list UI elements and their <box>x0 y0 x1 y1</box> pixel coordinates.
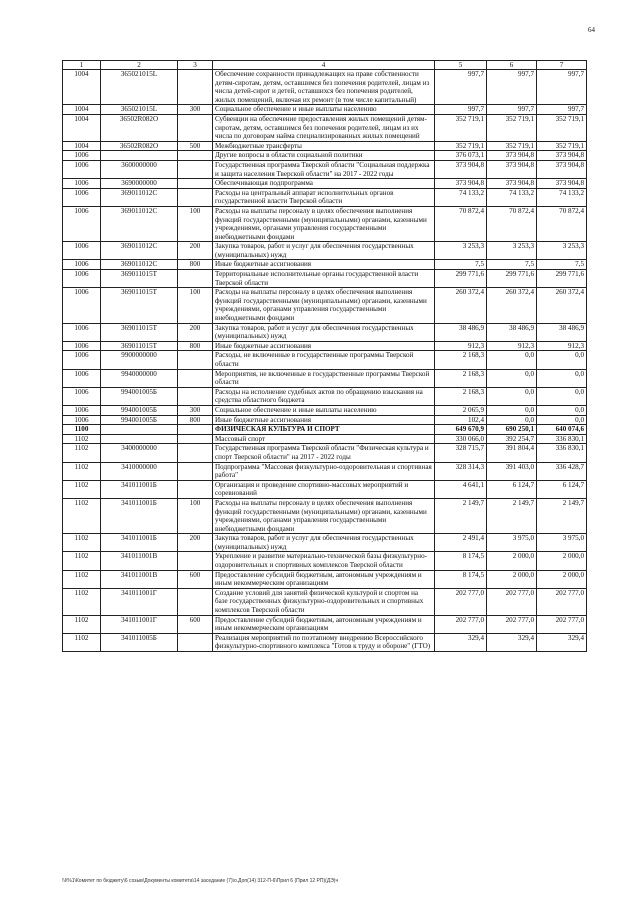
section-code-cell: 1102 <box>63 615 101 633</box>
target-code-cell: 36502R082O <box>101 141 178 151</box>
description-cell: Территориальные исполнительные органы государственной власти Тверской области <box>213 270 435 288</box>
table-row <box>63 369 587 387</box>
amount-year2-cell: 0,0 <box>487 405 537 415</box>
amount-year1-cell: 38 486,9 <box>435 323 487 341</box>
section-code-cell: 1006 <box>63 160 101 178</box>
target-code-cell: 369011012С <box>101 260 178 270</box>
amount-year1-cell: 328 314,3 <box>435 462 487 480</box>
target-code-cell: 341011001Б <box>101 498 178 533</box>
page-number: 64 <box>588 26 595 34</box>
section-code-cell: 1102 <box>63 462 101 480</box>
amount-year3-cell: 0,0 <box>537 369 587 387</box>
section-code-cell: 1102 <box>63 552 101 570</box>
section-code-cell: 1102 <box>63 588 101 615</box>
description-cell: Организация и проведение спортивно-массовых мероприятий и соревнований <box>213 480 435 498</box>
amount-year1-cell: 260 372,4 <box>435 288 487 323</box>
amount-year1-cell: 2 168,3 <box>435 387 487 405</box>
description-cell: Иные бюджетные ассигнования <box>213 341 435 351</box>
description-cell: Обеспечивающая подпрограмма <box>213 179 435 189</box>
table-row <box>63 341 587 351</box>
table-row <box>63 188 587 206</box>
amount-year2-cell: 202 777,0 <box>487 615 537 633</box>
description-cell: Закупка товаров, работ и услуг для обеспечения государственных (муниципальных) нужд <box>213 534 435 552</box>
expense-type-cell <box>178 160 213 178</box>
expense-type-cell: 100 <box>178 206 213 241</box>
amount-year2-cell: 3 253,3 <box>487 242 537 260</box>
table-row <box>63 323 587 341</box>
expense-type-cell <box>178 179 213 189</box>
section-code-cell: 1102 <box>63 534 101 552</box>
target-code-cell: 369011015Т <box>101 341 178 351</box>
amount-year2-cell: 3 975,0 <box>487 534 537 552</box>
target-code-cell: 3410000000 <box>101 462 178 480</box>
amount-year1-cell: 912,3 <box>435 341 487 351</box>
amount-year2-cell: 352 719,1 <box>487 114 537 141</box>
amount-year3-cell: 7,5 <box>537 260 587 270</box>
expense-type-cell: 300 <box>178 105 213 115</box>
amount-year3-cell: 2 149,7 <box>537 498 587 533</box>
expense-type-cell <box>178 151 213 161</box>
amount-year1-cell: 997,7 <box>435 105 487 115</box>
table-row <box>63 151 587 161</box>
section-code-cell: 1102 <box>63 570 101 588</box>
amount-year3-cell: 3 975,0 <box>537 534 587 552</box>
file-path-footer: \\l\%1\Комитет по бюджету\6 созыв\Документы комитета\14 заседание (7)\о.Доп(14) 312-П-6\Прил 6 (Прил 12 РП)(ДЭ)ч <box>62 878 339 884</box>
description-cell: Предоставление субсидий бюджетным, автономным учреждениям и иным некоммерческим организациям <box>213 570 435 588</box>
header-row <box>63 61 587 70</box>
table-row <box>63 405 587 415</box>
amount-year1-cell: 3 253,3 <box>435 242 487 260</box>
amount-year2-cell: 74 133,2 <box>487 188 537 206</box>
amount-year3-cell: 70 872,4 <box>537 206 587 241</box>
amount-year3-cell: 74 133,2 <box>537 188 587 206</box>
target-code-cell: 341011005Б <box>101 633 178 651</box>
amount-year1-cell: 70 872,4 <box>435 206 487 241</box>
amount-year1-cell: 997,7 <box>435 70 487 105</box>
table-row <box>63 534 587 552</box>
expense-type-cell <box>178 552 213 570</box>
expense-type-cell <box>178 633 213 651</box>
amount-year3-cell: 202 777,0 <box>537 615 587 633</box>
target-code-cell: 369011015Т <box>101 323 178 341</box>
amount-year1-cell: 2 065,9 <box>435 405 487 415</box>
amount-year1-cell: 4 641,1 <box>435 480 487 498</box>
target-code-cell: 369011015Т <box>101 270 178 288</box>
amount-year1-cell: 373 904,8 <box>435 179 487 189</box>
amount-year3-cell: 6 124,7 <box>537 480 587 498</box>
amount-year2-cell: 912,3 <box>487 341 537 351</box>
amount-year3-cell: 912,3 <box>537 341 587 351</box>
amount-year3-cell: 38 486,9 <box>537 323 587 341</box>
expense-type-cell: 200 <box>178 242 213 260</box>
expense-type-cell: 500 <box>178 141 213 151</box>
amount-year3-cell: 0,0 <box>537 405 587 415</box>
section-code-cell: 1100 <box>63 425 101 435</box>
table-row <box>63 105 587 115</box>
amount-year1-cell: 202 777,0 <box>435 588 487 615</box>
target-code-cell: 369011012С <box>101 206 178 241</box>
amount-year2-cell: 7,5 <box>487 260 537 270</box>
amount-year3-cell: 202 777,0 <box>537 588 587 615</box>
section-code-cell: 1004 <box>63 70 101 105</box>
amount-year3-cell: 336 428,7 <box>537 462 587 480</box>
description-cell: Мероприятия, не включенные в государственные программы Тверской области <box>213 369 435 387</box>
amount-year2-cell: 391 804,4 <box>487 444 537 462</box>
amount-year3-cell: 0,0 <box>537 351 587 369</box>
table-row <box>63 480 587 498</box>
description-cell: Обеспечение сохранности принадлежащих на праве собственности детям-сиротам, детям, оставшимся без попечения родителей, лицам из числа детей-сирот и детей, оставшихся без попечения родителей, жилых помещений, включая их ремонт (в том числе капитальный) <box>213 70 435 105</box>
table-row <box>63 570 587 588</box>
expense-type-cell <box>178 351 213 369</box>
amount-year2-cell: 38 486,9 <box>487 323 537 341</box>
expense-type-cell <box>178 462 213 480</box>
description-cell: Подпрограмма "Массовая физкультурно-оздоровительная и спортивная работа" <box>213 462 435 480</box>
section-code-cell: 1006 <box>63 369 101 387</box>
table-row <box>63 206 587 241</box>
expense-type-cell: 200 <box>178 534 213 552</box>
amount-year2-cell: 299 771,6 <box>487 270 537 288</box>
amount-year1-cell: 202 777,0 <box>435 615 487 633</box>
budget-table <box>62 60 587 652</box>
amount-year1-cell: 330 066,0 <box>435 434 487 444</box>
description-cell: Государственная программа Тверской области "Физическая культура и спорт Тверской области" на 2017 - 2022 годы <box>213 444 435 462</box>
table-row <box>63 179 587 189</box>
section-code-cell: 1102 <box>63 434 101 444</box>
target-code-cell <box>101 434 178 444</box>
table-row <box>63 415 587 425</box>
amount-year2-cell: 997,7 <box>487 105 537 115</box>
amount-year1-cell: 102,4 <box>435 415 487 425</box>
amount-year1-cell: 299 771,6 <box>435 270 487 288</box>
table-row <box>63 141 587 151</box>
expense-type-cell <box>178 387 213 405</box>
description-cell: Предоставление субсидий бюджетным, автономным учреждениям и иным некоммерческим организациям <box>213 615 435 633</box>
description-cell: Социальное обеспечение и иные выплаты населению <box>213 105 435 115</box>
expense-type-cell <box>178 369 213 387</box>
amount-year2-cell: 329,4 <box>487 633 537 651</box>
amount-year3-cell: 352 719,1 <box>537 114 587 141</box>
section-code-cell: 1006 <box>63 179 101 189</box>
table-row <box>63 498 587 533</box>
expense-type-cell: 100 <box>178 498 213 533</box>
col-header: 1 <box>63 61 101 70</box>
amount-year2-cell: 391 403,0 <box>487 462 537 480</box>
expense-type-cell: 200 <box>178 323 213 341</box>
target-code-cell: 341011001Г <box>101 588 178 615</box>
target-code-cell: 9900000000 <box>101 351 178 369</box>
amount-year3-cell: 640 074,6 <box>537 425 587 435</box>
amount-year1-cell: 7,5 <box>435 260 487 270</box>
amount-year2-cell: 997,7 <box>487 70 537 105</box>
col-header: 5 <box>435 61 487 70</box>
description-cell: Закупка товаров, работ и услуг для обеспечения государственных (муниципальных) нужд <box>213 323 435 341</box>
expense-type-cell: 800 <box>178 415 213 425</box>
table-row <box>63 387 587 405</box>
section-code-cell: 1006 <box>63 405 101 415</box>
table-row <box>63 260 587 270</box>
target-code-cell: 341011001Г <box>101 615 178 633</box>
description-cell: Государственная программа Тверской области "Социальная поддержка и защита населения Тверской области" на 2017 - 2022 годы <box>213 160 435 178</box>
table-row <box>63 288 587 323</box>
amount-year1-cell: 376 073,1 <box>435 151 487 161</box>
amount-year2-cell: 392 254,7 <box>487 434 537 444</box>
amount-year3-cell: 299 771,6 <box>537 270 587 288</box>
section-code-cell: 1006 <box>63 188 101 206</box>
amount-year3-cell: 336 830,1 <box>537 444 587 462</box>
target-code-cell: 365021015L <box>101 105 178 115</box>
amount-year3-cell: 2 000,0 <box>537 552 587 570</box>
amount-year3-cell: 373 904,8 <box>537 179 587 189</box>
description-cell: Расходы на выплаты персоналу в целях обеспечения выполнения функций государственными (муниципальными) органами, казенными учреждениями, органами управления государственными внебюджетными фондами <box>213 498 435 533</box>
col-header: 6 <box>487 61 537 70</box>
amount-year2-cell: 373 904,8 <box>487 179 537 189</box>
table-row <box>63 351 587 369</box>
target-code-cell: 994001005Б <box>101 387 178 405</box>
col-header: 4 <box>213 61 435 70</box>
section-code-cell: 1006 <box>63 323 101 341</box>
table-row <box>63 444 587 462</box>
description-cell: Массовый спорт <box>213 434 435 444</box>
amount-year2-cell: 0,0 <box>487 387 537 405</box>
description-cell: Расходы на исполнение судебных актов по обращению взыскания на средства областного бюджета <box>213 387 435 405</box>
table-row <box>63 633 587 651</box>
section-code-cell: 1006 <box>63 242 101 260</box>
description-cell: Иные бюджетные ассигнования <box>213 415 435 425</box>
expense-type-cell: 100 <box>178 288 213 323</box>
amount-year2-cell: 0,0 <box>487 351 537 369</box>
table-row <box>63 615 587 633</box>
section-code-cell: 1006 <box>63 151 101 161</box>
amount-year2-cell: 352 719,1 <box>487 141 537 151</box>
amount-year3-cell: 336 830,1 <box>537 434 587 444</box>
table-row <box>63 588 587 615</box>
amount-year2-cell: 2 000,0 <box>487 552 537 570</box>
section-code-cell: 1006 <box>63 415 101 425</box>
expense-type-cell: 800 <box>178 341 213 351</box>
expense-type-cell <box>178 444 213 462</box>
table-row <box>63 70 587 105</box>
expense-type-cell: 300 <box>178 405 213 415</box>
table-row <box>63 242 587 260</box>
table-row <box>63 434 587 444</box>
target-code-cell: 341011001Б <box>101 534 178 552</box>
amount-year3-cell: 997,7 <box>537 105 587 115</box>
amount-year2-cell: 690 250,1 <box>487 425 537 435</box>
target-code-cell: 3400000000 <box>101 444 178 462</box>
expense-type-cell: 600 <box>178 570 213 588</box>
description-cell: Расходы, не включенные в государственные программы Тверской области <box>213 351 435 369</box>
table-row <box>63 552 587 570</box>
amount-year1-cell: 8 174,5 <box>435 552 487 570</box>
section-code-cell: 1102 <box>63 633 101 651</box>
table-row <box>63 462 587 480</box>
section-code-cell: 1006 <box>63 341 101 351</box>
target-code-cell: 341011001В <box>101 570 178 588</box>
target-code-cell: 341011001В <box>101 552 178 570</box>
expense-type-cell <box>178 588 213 615</box>
table-row <box>63 160 587 178</box>
amount-year2-cell: 202 777,0 <box>487 588 537 615</box>
amount-year2-cell: 0,0 <box>487 415 537 425</box>
target-code-cell: 9940000000 <box>101 369 178 387</box>
amount-year2-cell: 2 000,0 <box>487 570 537 588</box>
section-code-cell: 1102 <box>63 498 101 533</box>
amount-year3-cell: 3 253,3 <box>537 242 587 260</box>
section-code-cell: 1006 <box>63 270 101 288</box>
target-code-cell: 365021015L <box>101 70 178 105</box>
description-cell: Социальное обеспечение и иные выплаты населению <box>213 405 435 415</box>
description-cell: Реализация мероприятий по поэтапному внедрению Всероссийского физкультурно-спортивного комплекса "Готов к труду и обороне" (ГТО) <box>213 633 435 651</box>
amount-year2-cell: 6 124,7 <box>487 480 537 498</box>
section-code-cell: 1006 <box>63 351 101 369</box>
section-code-cell: 1004 <box>63 105 101 115</box>
amount-year1-cell: 74 133,2 <box>435 188 487 206</box>
target-code-cell: 3600000000 <box>101 160 178 178</box>
description-cell: Укрепление и развитие материально-технической базы физкультурно-оздоровительных и спортивных комплексов Тверской области <box>213 552 435 570</box>
target-code-cell: 369011012С <box>101 188 178 206</box>
target-code-cell <box>101 151 178 161</box>
amount-year2-cell: 0,0 <box>487 369 537 387</box>
col-header: 3 <box>178 61 213 70</box>
amount-year3-cell: 373 904,8 <box>537 151 587 161</box>
amount-year2-cell: 70 872,4 <box>487 206 537 241</box>
table-row <box>63 270 587 288</box>
amount-year1-cell: 352 719,1 <box>435 141 487 151</box>
col-header: 2 <box>101 61 178 70</box>
amount-year1-cell: 2 168,3 <box>435 369 487 387</box>
section-code-cell: 1006 <box>63 288 101 323</box>
description-cell: Другие вопросы в области социальной политики <box>213 151 435 161</box>
amount-year3-cell: 352 719,1 <box>537 141 587 151</box>
amount-year2-cell: 260 372,4 <box>487 288 537 323</box>
amount-year3-cell: 0,0 <box>537 415 587 425</box>
amount-year1-cell: 2 168,3 <box>435 351 487 369</box>
expense-type-cell <box>178 114 213 141</box>
description-cell: Субвенции на обеспечение предоставления жилых помещений детям-сиротам, детям, оставшимся без попечения родителей, лицам из их числа по договорам найма специализированных жилых помещений <box>213 114 435 141</box>
amount-year1-cell: 2 491,4 <box>435 534 487 552</box>
amount-year1-cell: 649 670,9 <box>435 425 487 435</box>
expense-type-cell <box>178 480 213 498</box>
section-code-cell: 1004 <box>63 141 101 151</box>
section-code-cell: 1006 <box>63 206 101 241</box>
amount-year3-cell: 997,7 <box>537 70 587 105</box>
amount-year3-cell: 373 904,8 <box>537 160 587 178</box>
amount-year3-cell: 329,4 <box>537 633 587 651</box>
table-row <box>63 114 587 141</box>
target-code-cell: 994001005Б <box>101 405 178 415</box>
description-cell: Расходы на центральный аппарат исполнительных органов государственной власти Тверской области <box>213 188 435 206</box>
amount-year1-cell: 8 174,5 <box>435 570 487 588</box>
expense-type-cell <box>178 188 213 206</box>
description-cell: ФИЗИЧЕСКАЯ КУЛЬТУРА И СПОРТ <box>213 425 435 435</box>
section-code-cell: 1006 <box>63 260 101 270</box>
target-code-cell: 36502R082O <box>101 114 178 141</box>
amount-year2-cell: 2 149,7 <box>487 498 537 533</box>
section-code-cell: 1102 <box>63 444 101 462</box>
description-cell: Закупка товаров, работ и услуг для обеспечения государственных (муниципальных) нужд <box>213 242 435 260</box>
table-row <box>63 425 587 435</box>
target-code-cell: 994001005Б <box>101 415 178 425</box>
amount-year3-cell: 0,0 <box>537 387 587 405</box>
section-code-cell: 1102 <box>63 480 101 498</box>
description-cell: Межбюджетные трансферты <box>213 141 435 151</box>
expense-type-cell <box>178 270 213 288</box>
target-code-cell: 369011012С <box>101 242 178 260</box>
amount-year2-cell: 373 904,8 <box>487 160 537 178</box>
amount-year1-cell: 373 904,8 <box>435 160 487 178</box>
expense-type-cell: 800 <box>178 260 213 270</box>
amount-year3-cell: 260 372,4 <box>537 288 587 323</box>
expense-type-cell <box>178 70 213 105</box>
description-cell: Создание условий для занятий физической культурой и спортом на базе государственных физкультурно-оздоровительных и спортивных комплексов Тверской области <box>213 588 435 615</box>
expense-type-cell: 600 <box>178 615 213 633</box>
target-code-cell: 341011001Б <box>101 480 178 498</box>
description-cell: Расходы на выплаты персоналу в целях обеспечения выполнения функций государственными (муниципальными) органами, казенными учреждениями, органами управления государственными внебюджетными фондами <box>213 206 435 241</box>
target-code-cell <box>101 425 178 435</box>
expense-type-cell <box>178 425 213 435</box>
section-code-cell: 1006 <box>63 387 101 405</box>
target-code-cell: 369011015Т <box>101 288 178 323</box>
amount-year1-cell: 329,4 <box>435 633 487 651</box>
amount-year3-cell: 2 000,0 <box>537 570 587 588</box>
amount-year1-cell: 352 719,1 <box>435 114 487 141</box>
col-header: 7 <box>537 61 587 70</box>
description-cell: Иные бюджетные ассигнования <box>213 260 435 270</box>
amount-year2-cell: 373 904,8 <box>487 151 537 161</box>
section-code-cell: 1004 <box>63 114 101 141</box>
target-code-cell: 3690000000 <box>101 179 178 189</box>
amount-year1-cell: 328 715,7 <box>435 444 487 462</box>
expense-type-cell <box>178 434 213 444</box>
description-cell: Расходы на выплаты персоналу в целях обеспечения выполнения функций государственными (муниципальными) органами, казенными учреждениями, органами управления государственными внебюджетными фондами <box>213 288 435 323</box>
amount-year1-cell: 2 149,7 <box>435 498 487 533</box>
